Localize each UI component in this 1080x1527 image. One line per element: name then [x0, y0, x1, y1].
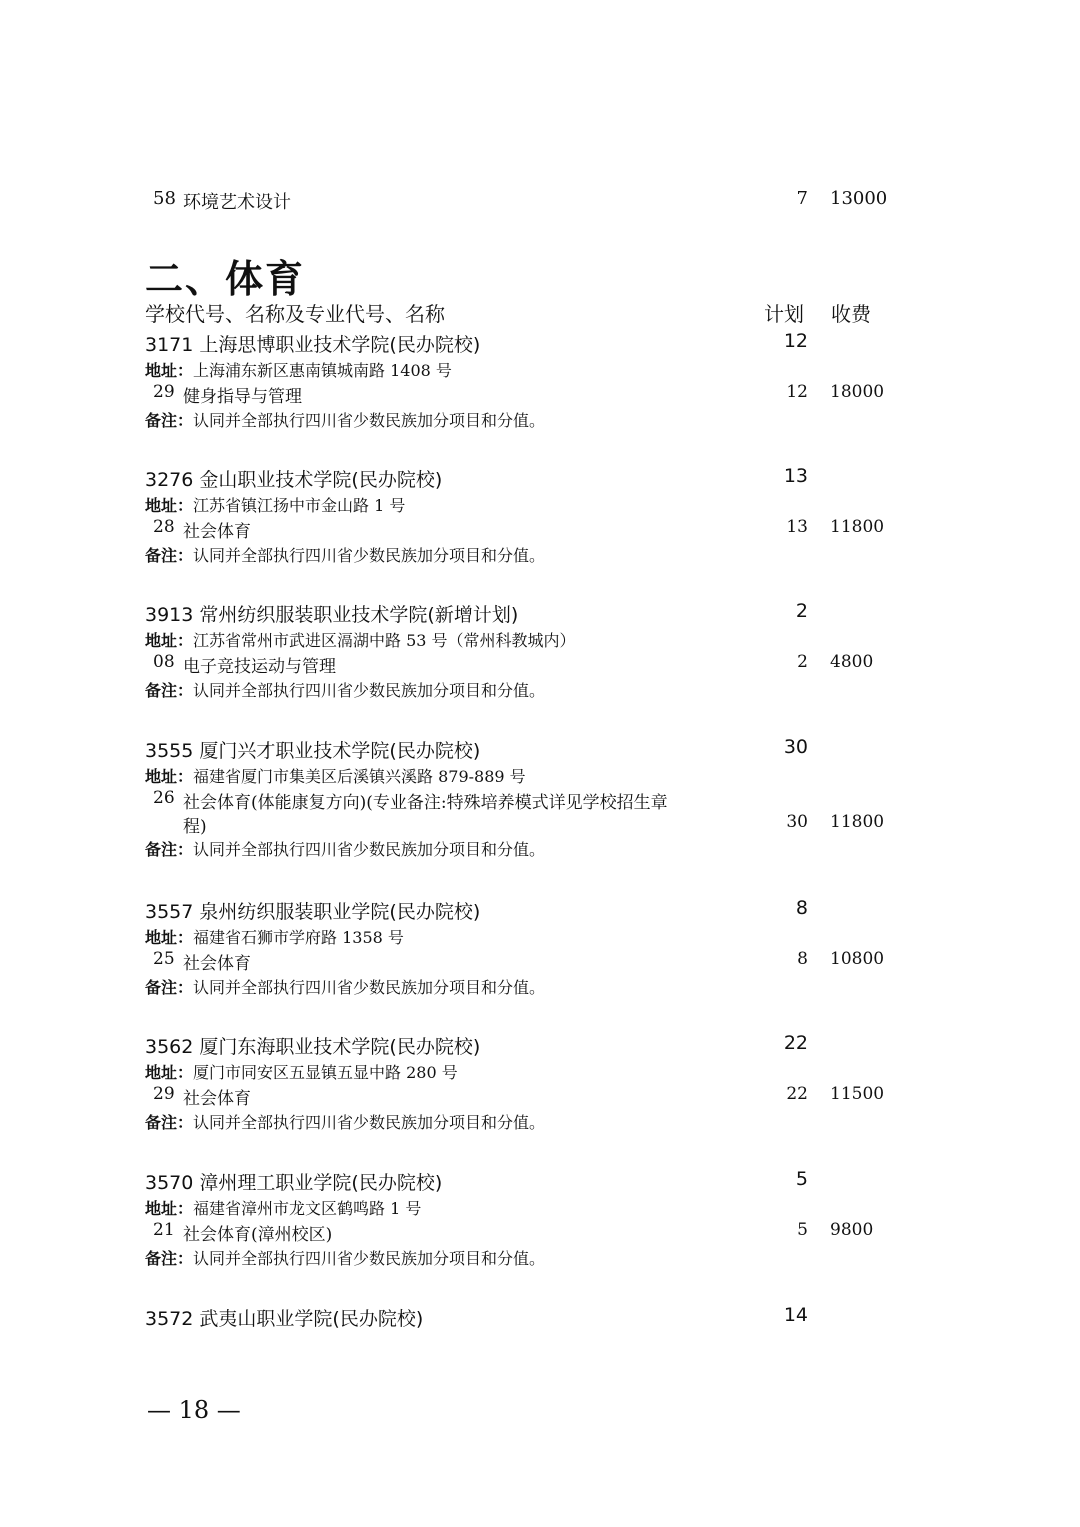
- section-title: 二、体育: [145, 257, 306, 301]
- school-remark: 认同并全部执行四川省少数民族加分项目和分值。: [193, 978, 546, 997]
- page-number: — 18 —: [147, 1396, 241, 1424]
- school-address: 上海浦东新区惠南镇城南路 1408 号: [193, 361, 452, 380]
- table-header: [0, 298, 1080, 328]
- remark-label: 备注：: [145, 840, 194, 859]
- remark-label: 备注：: [145, 1249, 194, 1268]
- address-label: 地址：: [145, 361, 194, 380]
- school-name: 常州纺织服装职业技术学院(新增计划): [199, 604, 519, 626]
- major-fee: 13000: [830, 188, 888, 209]
- major-plan: 5: [797, 1220, 808, 1240]
- remark-label: 备注：: [145, 978, 194, 997]
- school-code: 3555: [145, 740, 194, 762]
- major-code: 08: [153, 652, 175, 672]
- major-plan: 2: [797, 652, 808, 672]
- school-plan: 14: [783, 1304, 808, 1326]
- major-name: 社会体育: [183, 522, 251, 542]
- remark-label: 备注：: [145, 411, 194, 430]
- address-label: 地址：: [145, 631, 194, 650]
- school-plan: 2: [795, 600, 808, 622]
- major-name-continued: 程): [183, 817, 207, 837]
- school-address: 厦门市同安区五显镇五显中路 280 号: [193, 1063, 458, 1082]
- major-name: 环境艺术设计: [183, 192, 291, 213]
- major-code: 29: [153, 1084, 175, 1104]
- header-plan: 计划: [764, 302, 804, 326]
- school-plan: 8: [795, 897, 808, 919]
- school-address: 江苏省常州市武进区滆湖中路 53 号（常州科教城内）: [193, 631, 576, 650]
- major-code: 26: [153, 788, 175, 808]
- top-major-row: [0, 188, 1080, 218]
- major-fee: 11800: [830, 812, 885, 832]
- remark-label: 备注：: [145, 1113, 194, 1132]
- major-name: 电子竞技运动与管理: [183, 657, 336, 677]
- major-fee: 4800: [830, 652, 874, 672]
- major-fee: 11500: [830, 1084, 885, 1104]
- school-code: 3557: [145, 901, 194, 923]
- school-remark: 认同并全部执行四川省少数民族加分项目和分值。: [193, 681, 546, 700]
- school-code: 3562: [145, 1036, 194, 1058]
- school-address: 福建省石狮市学府路 1358 号: [193, 928, 404, 947]
- school-remark: 认同并全部执行四川省少数民族加分项目和分值。: [193, 1249, 546, 1268]
- school-remark: 认同并全部执行四川省少数民族加分项目和分值。: [193, 546, 546, 565]
- major-fee: 18000: [830, 382, 885, 402]
- address-label: 地址：: [145, 767, 194, 786]
- header-fee: 收费: [831, 302, 871, 326]
- school-name: 金山职业技术学院(民办院校): [199, 469, 443, 491]
- school-remark: 认同并全部执行四川省少数民族加分项目和分值。: [193, 840, 546, 859]
- school-plan: 30: [783, 736, 808, 758]
- major-plan: 22: [786, 1084, 808, 1104]
- major-name: 健身指导与管理: [183, 387, 302, 407]
- school-name: 厦门兴才职业技术学院(民办院校): [199, 740, 481, 762]
- school-plan: 5: [795, 1168, 808, 1190]
- school-plan: 13: [783, 465, 808, 487]
- major-name: 社会体育(漳州校区): [183, 1225, 333, 1245]
- major-fee: 10800: [830, 949, 885, 969]
- school-name: 漳州理工职业学院(民办院校): [199, 1172, 443, 1194]
- school-remark: 认同并全部执行四川省少数民族加分项目和分值。: [193, 411, 546, 430]
- school-plan: 12: [783, 330, 808, 352]
- major-fee: 11800: [830, 517, 885, 537]
- school-code: 3570: [145, 1172, 194, 1194]
- major-fee: 9800: [830, 1220, 874, 1240]
- school-address: 福建省漳州市龙文区鹤鸣路 1 号: [193, 1199, 422, 1218]
- major-name: 社会体育: [183, 954, 251, 974]
- school-code: 3913: [145, 604, 194, 626]
- remark-label: 备注：: [145, 681, 194, 700]
- major-code: 29: [153, 382, 175, 402]
- school-name: 上海思博职业技术学院(民办院校): [199, 334, 481, 356]
- header-left: 学校代号、名称及专业代号、名称: [145, 302, 445, 326]
- major-code: 58: [153, 188, 176, 209]
- school-name: 武夷山职业学院(民办院校): [199, 1308, 424, 1330]
- school-plan: 22: [783, 1032, 808, 1054]
- school-code: 3276: [145, 469, 194, 491]
- address-label: 地址：: [145, 496, 194, 515]
- major-name: 社会体育(体能康复方向)(专业备注:特殊培养模式详见学校招生章: [183, 793, 668, 813]
- school-remark: 认同并全部执行四川省少数民族加分项目和分值。: [193, 1113, 546, 1132]
- major-plan: 13: [786, 517, 808, 537]
- major-plan: 12: [786, 382, 808, 402]
- major-name: 社会体育: [183, 1089, 251, 1109]
- major-code: 28: [153, 517, 175, 537]
- major-plan: 7: [796, 188, 808, 209]
- school-code: 3171: [145, 334, 194, 356]
- school-address: 江苏省镇江扬中市金山路 1 号: [193, 496, 406, 515]
- major-code: 25: [153, 949, 175, 969]
- major-code: 21: [153, 1220, 175, 1240]
- major-plan: 30: [786, 812, 808, 832]
- remark-label: 备注：: [145, 546, 194, 565]
- address-label: 地址：: [145, 1199, 194, 1218]
- school-address: 福建省厦门市集美区后溪镇兴溪路 879-889 号: [193, 767, 526, 786]
- school-name: 泉州纺织服装职业学院(民办院校): [199, 901, 481, 923]
- address-label: 地址：: [145, 1063, 194, 1082]
- school-name: 厦门东海职业技术学院(民办院校): [199, 1036, 481, 1058]
- school-code: 3572: [145, 1308, 194, 1330]
- major-plan: 8: [797, 949, 808, 969]
- address-label: 地址：: [145, 928, 194, 947]
